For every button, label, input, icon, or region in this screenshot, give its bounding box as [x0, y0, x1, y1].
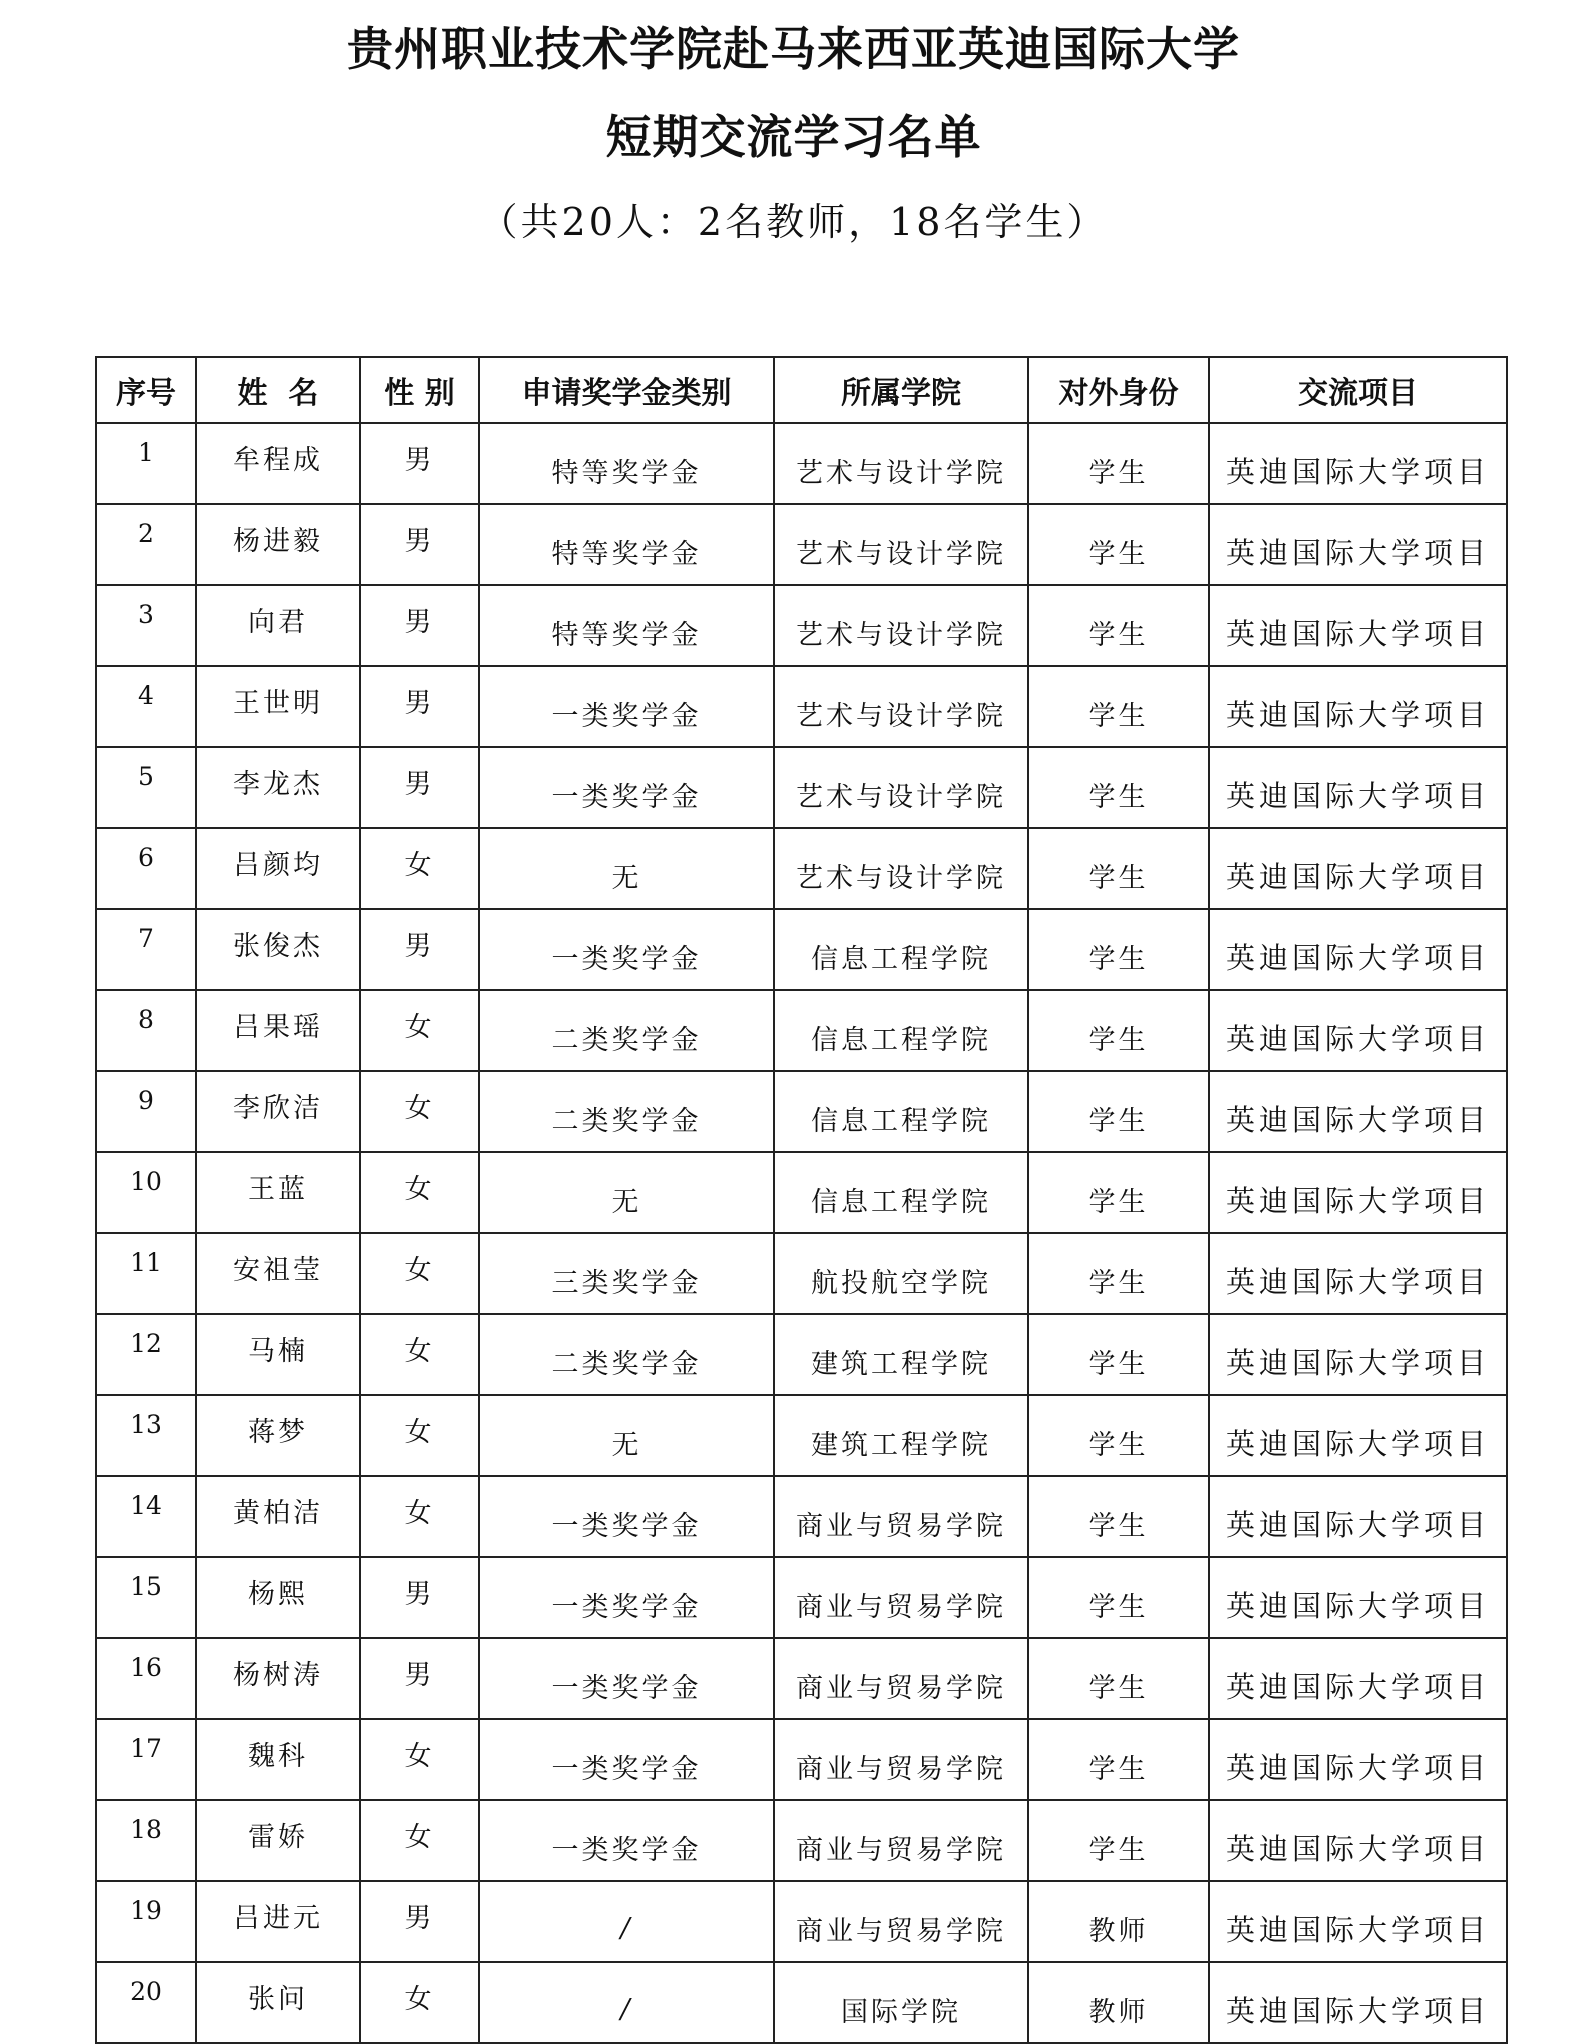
- page-title: 贵州职业技术学院赴马来西亚英迪国际大学: [347, 22, 1240, 76]
- table-row: [96, 990, 1507, 1071]
- cell-gender: 男: [360, 585, 479, 666]
- cell-gender: 男: [360, 1557, 479, 1638]
- cell-scholarship: 一类奖学金: [479, 909, 774, 990]
- table-row: [96, 666, 1507, 747]
- table-row: [96, 1233, 1507, 1314]
- cell-project: 英迪国际大学项目: [1209, 1719, 1507, 1800]
- cell-gender: 女: [360, 1233, 479, 1314]
- cell-project: 英迪国际大学项目: [1209, 828, 1507, 909]
- cell-gender: 女: [360, 1152, 479, 1233]
- cell-number: 12: [96, 1314, 196, 1395]
- cell-gender: 男: [360, 1881, 479, 1962]
- cell-college: 建筑工程学院: [774, 1314, 1028, 1395]
- cell-gender: 女: [360, 990, 479, 1071]
- cell-name: 向君: [196, 585, 360, 666]
- cell-name: 安祖莹: [196, 1233, 360, 1314]
- cell-college: 艺术与设计学院: [774, 423, 1028, 504]
- cell-project: 英迪国际大学项目: [1209, 1557, 1507, 1638]
- column-header-number: 序号: [96, 357, 196, 423]
- cell-gender: 女: [360, 1071, 479, 1152]
- cell-project: 英迪国际大学项目: [1209, 1881, 1507, 1962]
- cell-identity: 学生: [1028, 423, 1209, 504]
- cell-college: 国际学院: [774, 1962, 1028, 2043]
- cell-scholarship: 二类奖学金: [479, 1071, 774, 1152]
- cell-number: 7: [96, 909, 196, 990]
- cell-project: 英迪国际大学项目: [1209, 423, 1507, 504]
- cell-name: 吕果瑶: [196, 990, 360, 1071]
- table-row: [96, 1071, 1507, 1152]
- cell-number: 18: [96, 1800, 196, 1881]
- cell-college: 航投航空学院: [774, 1233, 1028, 1314]
- column-header-scholarship: 申请奖学金类别: [479, 357, 774, 423]
- cell-project: 英迪国际大学项目: [1209, 585, 1507, 666]
- cell-college: 建筑工程学院: [774, 1395, 1028, 1476]
- cell-identity: 学生: [1028, 1719, 1209, 1800]
- cell-scholarship: /: [479, 1962, 774, 2043]
- cell-name: 李欣洁: [196, 1071, 360, 1152]
- cell-name: 王世明: [196, 666, 360, 747]
- cell-number: 2: [96, 504, 196, 585]
- table-row: [96, 1638, 1507, 1719]
- cell-scholarship: 一类奖学金: [479, 666, 774, 747]
- cell-gender: 女: [360, 1476, 479, 1557]
- cell-college: 商业与贸易学院: [774, 1800, 1028, 1881]
- cell-name: 杨熙: [196, 1557, 360, 1638]
- cell-college: 商业与贸易学院: [774, 1638, 1028, 1719]
- cell-college: 商业与贸易学院: [774, 1719, 1028, 1800]
- cell-identity: 学生: [1028, 828, 1209, 909]
- cell-scholarship: 一类奖学金: [479, 1638, 774, 1719]
- column-header-gender: 性 别: [360, 357, 479, 423]
- cell-project: 英迪国际大学项目: [1209, 1800, 1507, 1881]
- roster-body: [96, 423, 1507, 2043]
- cell-number: 9: [96, 1071, 196, 1152]
- cell-scholarship: 一类奖学金: [479, 1800, 774, 1881]
- cell-scholarship: 特等奖学金: [479, 585, 774, 666]
- cell-name: 杨进毅: [196, 504, 360, 585]
- cell-project: 英迪国际大学项目: [1209, 666, 1507, 747]
- cell-name: 张俊杰: [196, 909, 360, 990]
- column-header-college: 所属学院: [774, 357, 1028, 423]
- cell-college: 商业与贸易学院: [774, 1881, 1028, 1962]
- cell-identity: 学生: [1028, 1071, 1209, 1152]
- cell-name: 雷娇: [196, 1800, 360, 1881]
- cell-gender: 女: [360, 1719, 479, 1800]
- cell-project: 英迪国际大学项目: [1209, 1314, 1507, 1395]
- cell-project: 英迪国际大学项目: [1209, 504, 1507, 585]
- cell-college: 艺术与设计学院: [774, 504, 1028, 585]
- column-header-name: 姓 名: [196, 357, 360, 423]
- cell-number: 5: [96, 747, 196, 828]
- table-row: [96, 1800, 1507, 1881]
- cell-name: 魏科: [196, 1719, 360, 1800]
- cell-name: 张问: [196, 1962, 360, 2043]
- cell-scholarship: 特等奖学金: [479, 423, 774, 504]
- cell-identity: 教师: [1028, 1881, 1209, 1962]
- table-row: [96, 1557, 1507, 1638]
- cell-scholarship: 一类奖学金: [479, 1476, 774, 1557]
- cell-identity: 学生: [1028, 504, 1209, 585]
- cell-project: 英迪国际大学项目: [1209, 1071, 1507, 1152]
- cell-scholarship: 无: [479, 1395, 774, 1476]
- cell-scholarship: 无: [479, 828, 774, 909]
- cell-gender: 男: [360, 423, 479, 504]
- table-row: [96, 747, 1507, 828]
- cell-identity: 学生: [1028, 1314, 1209, 1395]
- cell-gender: 男: [360, 1638, 479, 1719]
- cell-gender: 男: [360, 666, 479, 747]
- table-row: [96, 909, 1507, 990]
- cell-scholarship: 三类奖学金: [479, 1233, 774, 1314]
- table-row: [96, 504, 1507, 585]
- table-row: [96, 828, 1507, 909]
- cell-number: 20: [96, 1962, 196, 2043]
- cell-identity: 学生: [1028, 1233, 1209, 1314]
- cell-gender: 男: [360, 504, 479, 585]
- cell-number: 1: [96, 423, 196, 504]
- cell-gender: 男: [360, 747, 479, 828]
- cell-number: 17: [96, 1719, 196, 1800]
- cell-college: 艺术与设计学院: [774, 828, 1028, 909]
- cell-name: 王蓝: [196, 1152, 360, 1233]
- cell-number: 19: [96, 1881, 196, 1962]
- cell-project: 英迪国际大学项目: [1209, 747, 1507, 828]
- cell-identity: 学生: [1028, 585, 1209, 666]
- cell-project: 英迪国际大学项目: [1209, 1395, 1507, 1476]
- column-header-project: 交流项目: [1209, 357, 1507, 423]
- table-row: [96, 1962, 1507, 2043]
- cell-number: 8: [96, 990, 196, 1071]
- cell-scholarship: 特等奖学金: [479, 504, 774, 585]
- column-header-identity: 对外身份: [1028, 357, 1209, 423]
- cell-gender: 女: [360, 1395, 479, 1476]
- cell-name: 李龙杰: [196, 747, 360, 828]
- cell-gender: 男: [360, 909, 479, 990]
- cell-name: 吕颜均: [196, 828, 360, 909]
- cell-number: 4: [96, 666, 196, 747]
- cell-project: 英迪国际大学项目: [1209, 1152, 1507, 1233]
- cell-project: 英迪国际大学项目: [1209, 1962, 1507, 2043]
- cell-project: 英迪国际大学项目: [1209, 1233, 1507, 1314]
- cell-identity: 学生: [1028, 1395, 1209, 1476]
- cell-scholarship: 一类奖学金: [479, 1557, 774, 1638]
- cell-college: 艺术与设计学院: [774, 585, 1028, 666]
- cell-college: 信息工程学院: [774, 990, 1028, 1071]
- cell-identity: 学生: [1028, 1152, 1209, 1233]
- cell-identity: 学生: [1028, 747, 1209, 828]
- cell-number: 14: [96, 1476, 196, 1557]
- cell-number: 15: [96, 1557, 196, 1638]
- cell-name: 牟程成: [196, 423, 360, 504]
- cell-identity: 学生: [1028, 666, 1209, 747]
- table-row: [96, 1395, 1507, 1476]
- cell-number: 16: [96, 1638, 196, 1719]
- table-header-row: [96, 357, 1507, 423]
- table-row: [96, 585, 1507, 666]
- cell-scholarship: 二类奖学金: [479, 990, 774, 1071]
- cell-college: 商业与贸易学院: [774, 1476, 1028, 1557]
- page-subtitle-title: 短期交流学习名单: [605, 110, 982, 164]
- cell-identity: 学生: [1028, 990, 1209, 1071]
- cell-name: 马楠: [196, 1314, 360, 1395]
- table-row: [96, 1314, 1507, 1395]
- cell-college: 信息工程学院: [774, 1152, 1028, 1233]
- cell-gender: 女: [360, 1962, 479, 2043]
- cell-gender: 女: [360, 1800, 479, 1881]
- cell-scholarship: 无: [479, 1152, 774, 1233]
- cell-scholarship: 一类奖学金: [479, 1719, 774, 1800]
- cell-project: 英迪国际大学项目: [1209, 909, 1507, 990]
- cell-number: 11: [96, 1233, 196, 1314]
- cell-name: 黄柏洁: [196, 1476, 360, 1557]
- cell-name: 杨树涛: [196, 1638, 360, 1719]
- cell-number: 3: [96, 585, 196, 666]
- cell-identity: 学生: [1028, 1800, 1209, 1881]
- cell-number: 6: [96, 828, 196, 909]
- participant-count-note: （共20人：2名教师，18名学生）: [479, 200, 1108, 244]
- cell-project: 英迪国际大学项目: [1209, 1638, 1507, 1719]
- cell-college: 信息工程学院: [774, 909, 1028, 990]
- cell-identity: 学生: [1028, 1557, 1209, 1638]
- cell-project: 英迪国际大学项目: [1209, 990, 1507, 1071]
- cell-scholarship: 二类奖学金: [479, 1314, 774, 1395]
- cell-college: 艺术与设计学院: [774, 666, 1028, 747]
- cell-identity: 学生: [1028, 1476, 1209, 1557]
- cell-identity: 教师: [1028, 1962, 1209, 2043]
- cell-college: 艺术与设计学院: [774, 747, 1028, 828]
- cell-gender: 女: [360, 828, 479, 909]
- cell-college: 商业与贸易学院: [774, 1557, 1028, 1638]
- table-row: [96, 1152, 1507, 1233]
- cell-project: 英迪国际大学项目: [1209, 1476, 1507, 1557]
- cell-number: 10: [96, 1152, 196, 1233]
- cell-name: 吕进元: [196, 1881, 360, 1962]
- table-row: [96, 1881, 1507, 1962]
- cell-gender: 女: [360, 1314, 479, 1395]
- cell-college: 信息工程学院: [774, 1071, 1028, 1152]
- cell-identity: 学生: [1028, 909, 1209, 990]
- cell-number: 13: [96, 1395, 196, 1476]
- table-row: [96, 1476, 1507, 1557]
- cell-name: 蒋梦: [196, 1395, 360, 1476]
- table-row: [96, 423, 1507, 504]
- cell-scholarship: 一类奖学金: [479, 747, 774, 828]
- table-row: [96, 1719, 1507, 1800]
- cell-identity: 学生: [1028, 1638, 1209, 1719]
- cell-scholarship: /: [479, 1881, 774, 1962]
